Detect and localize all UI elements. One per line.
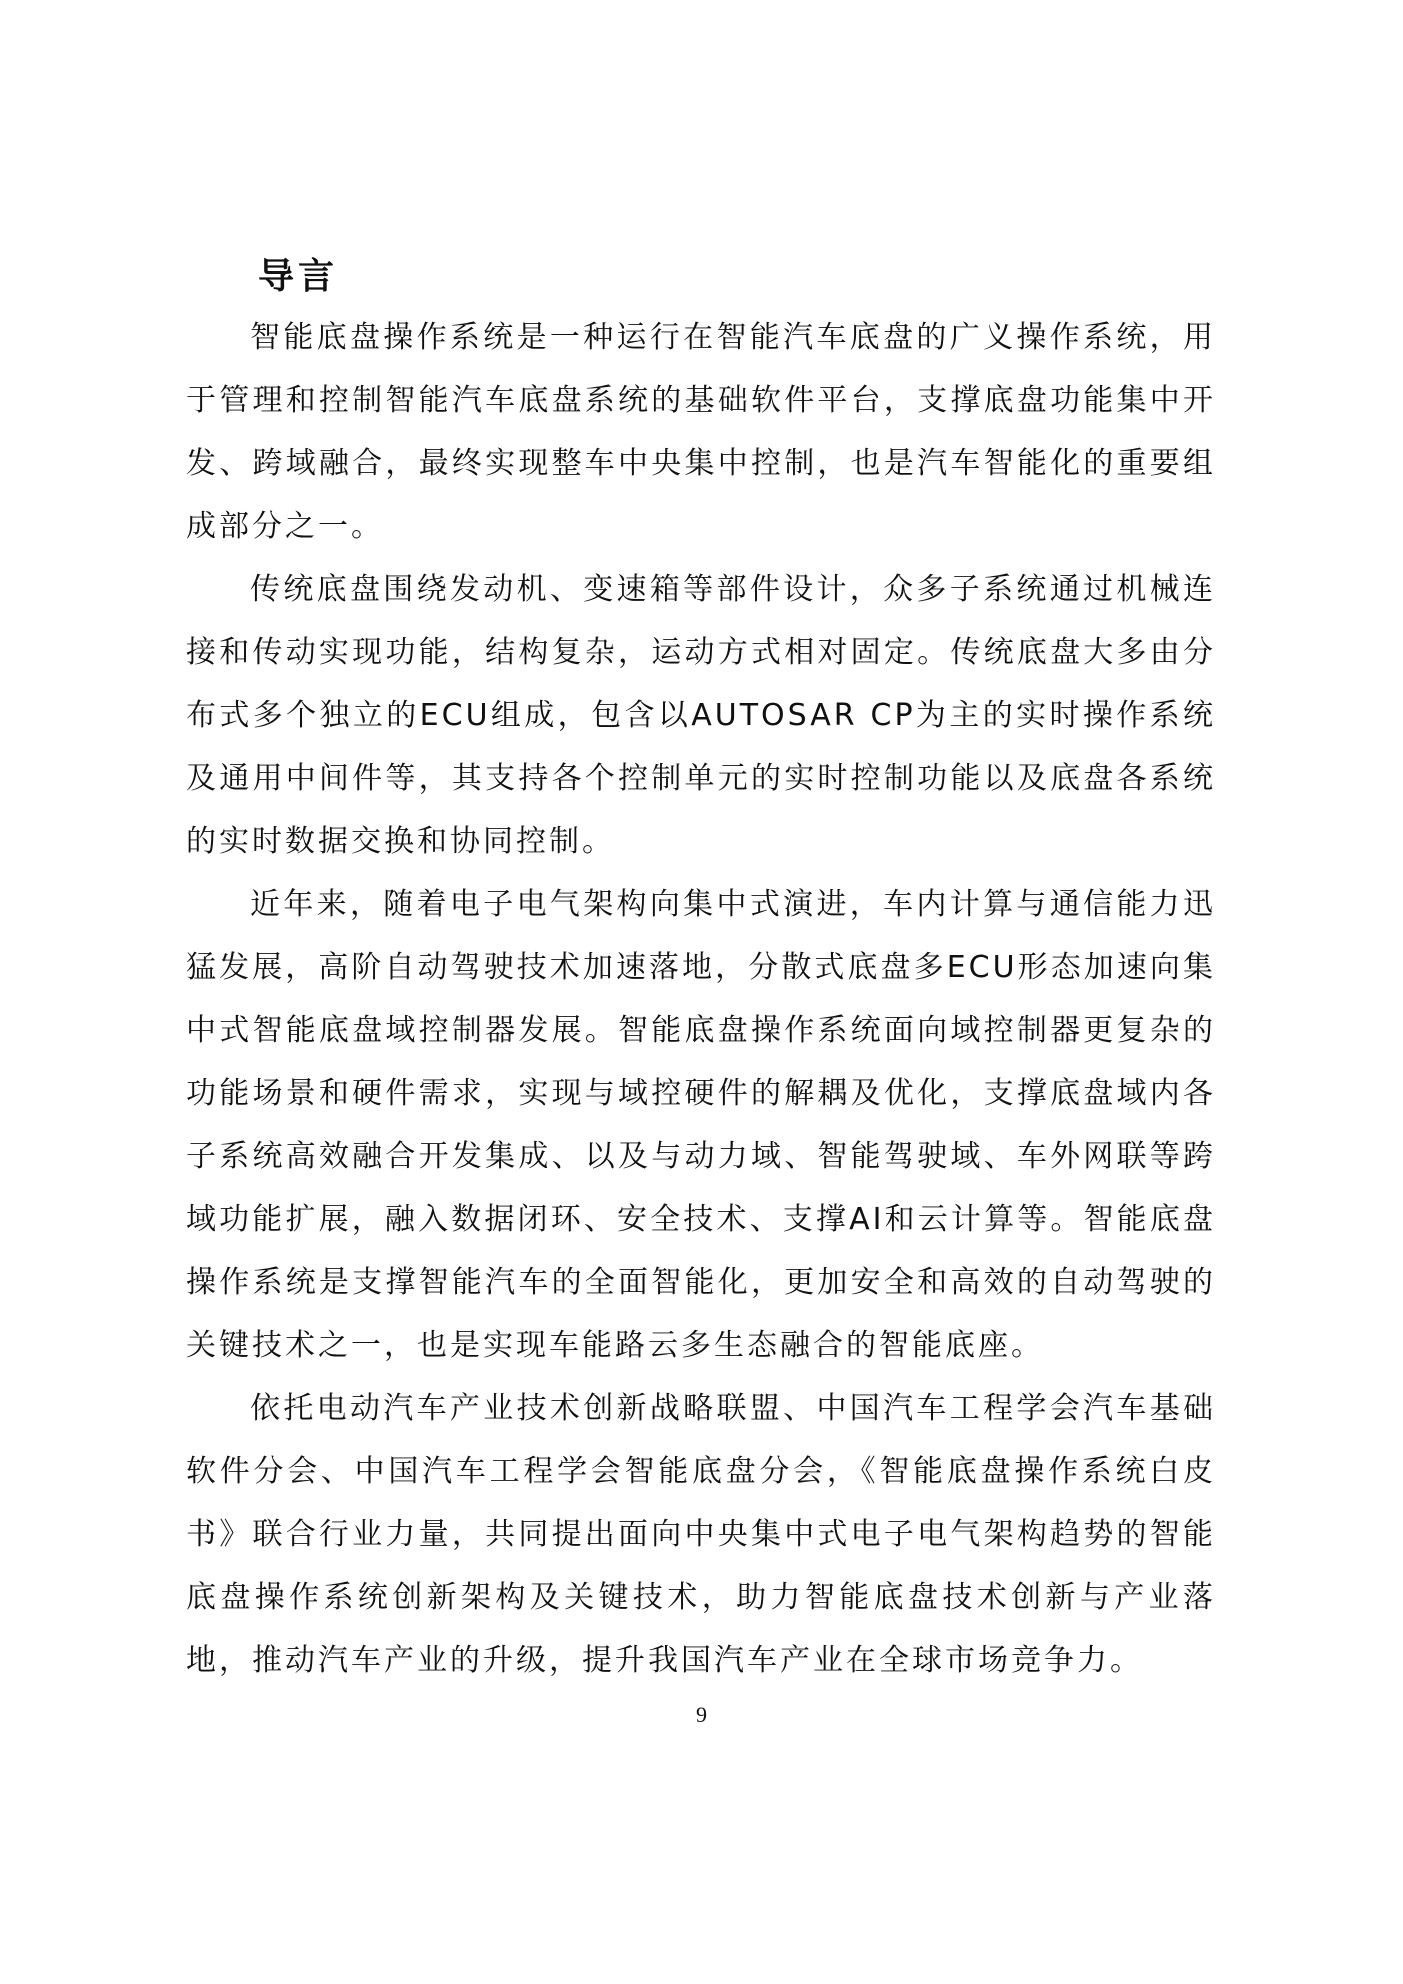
paragraph-1: 智能底盘操作系统是一种运行在智能汽车底盘的广义操作系统，用于管理和控制智能汽车底盘系统的基础软件平台，支撑底盘功能集中开发、跨域融合，最终实现整车中央集中控制，也是汽车智能化的重要组成部分之一。	[186, 320, 1216, 544]
section-heading: 导言	[258, 256, 339, 297]
paragraph-4: 依托电动汽车产业技术创新战略联盟、中国汽车工程学会汽车基础软件分会、中国汽车工程学会智能底盘分会，《智能底盘操作系统白皮书》联合行业力量，共同提出面向中央集中式电子电气架构趋势的智能底盘操作系统创新架构及关键技术，助力智能底盘技术创新与产业落地，推动汽车产业的升级，提升我国汽车产业在全球市场竞争力。	[186, 1391, 1216, 1678]
page-number: 9	[696, 1702, 707, 1727]
paragraph-2: 传统底盘围绕发动机、变速箱等部件设计，众多子系统通过机械连接和传动实现功能，结构复杂，运动方式相对固定。传统底盘大多由分布式多个独立的ECU组成，包含以AUTOSAR CP为主的实时操作系统及通用中间件等，其支持各个控制单元的实时控制功能以及底盘各系统的实时数据交换和协同控制。	[186, 572, 1216, 859]
body-text	[186, 306, 1216, 1692]
paragraph-3: 近年来，随着电子电气架构向集中式演进，车内计算与通信能力迅猛发展，高阶自动驾驶技术加速落地，分散式底盘多ECU形态加速向集中式智能底盘域控制器发展。智能底盘操作系统面向域控制器更复杂的功能场景和硬件需求，实现与域控硬件的解耦及优化，支撑底盘域内各子系统高效融合开发集成、以及与动力域、智能驾驶域、车外网联等跨域功能扩展，融入数据闭环、安全技术、支撑AI和云计算等。智能底盘操作系统是支撑智能汽车的全面智能化，更加安全和高效的自动驾驶的关键技术之一，也是实现车能路云多生态融合的智能底座。	[186, 887, 1217, 1363]
